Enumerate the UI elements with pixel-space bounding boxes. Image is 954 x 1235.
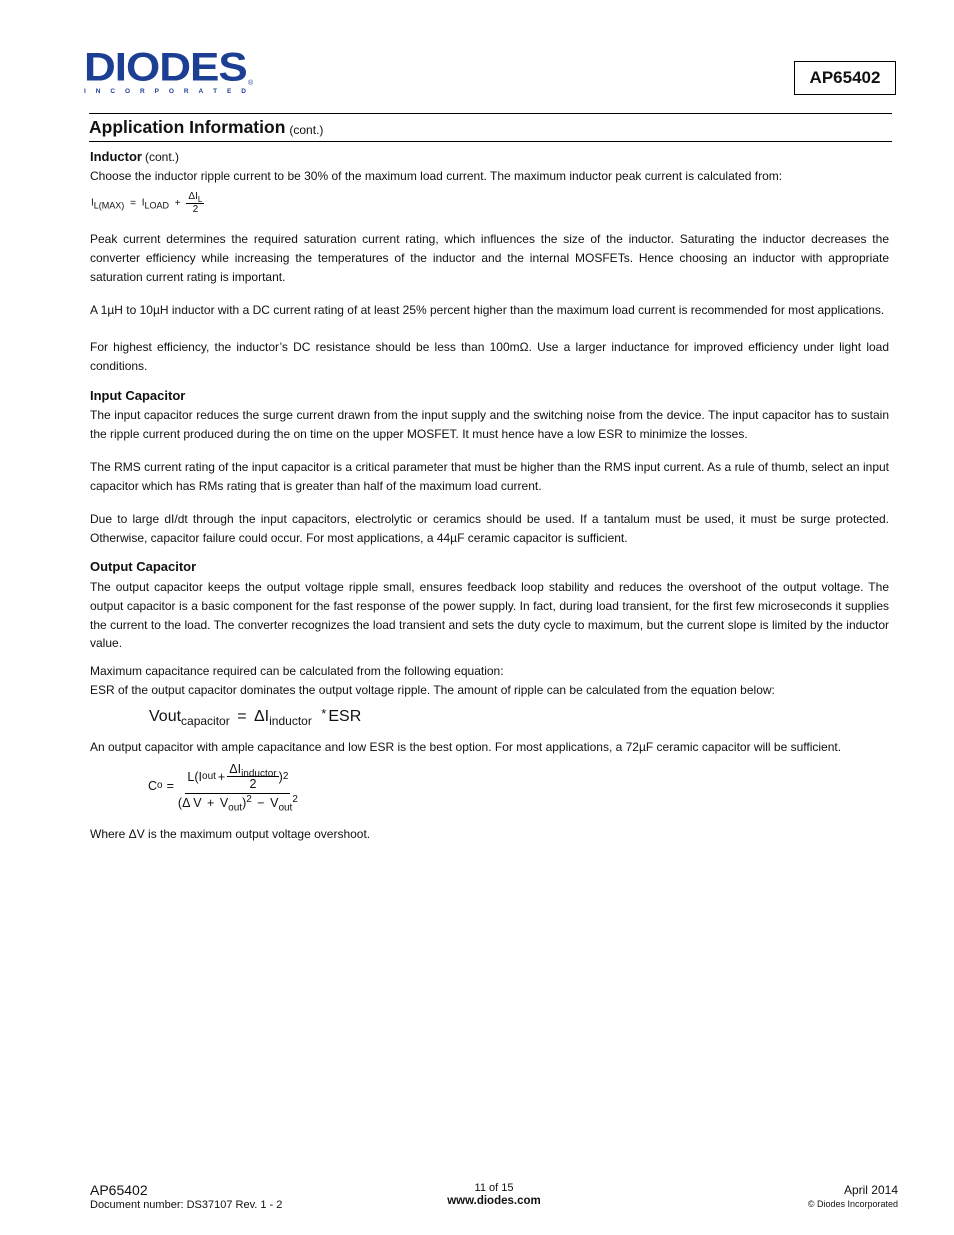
registered-mark: ® [248, 80, 254, 87]
inductor-heading: Inductor (cont.) [90, 149, 180, 164]
part-number-box: AP65402 [794, 61, 896, 95]
inductor-paragraph-3: A 1µH to 10µH inductor with a DC current rating of at least 25% percent higher than the maximum load current is recommended for most applications. [90, 303, 885, 317]
logo-subtitle: I N C O R P O R A T E D [84, 88, 246, 95]
section-title: Application Information [89, 117, 286, 137]
section-cont: (cont.) [289, 122, 324, 137]
inductor-paragraph-2: Peak current determines the required saturation current rating, which influences the size of the inductor. Saturating the inductor decreases the converter efficiency while increasing the temperatures of the inductor and the internal MOSFETs. Hence choosing an inductor with appropriate saturation current rating is important. [90, 232, 889, 284]
input-capacitor-heading: Input Capacitor [90, 388, 186, 403]
website-link[interactable]: www.diodes.com [447, 1195, 541, 1207]
logo-wordmark: DIODES [84, 45, 247, 90]
footer-part-number: AP65402 [90, 1182, 148, 1198]
footer-left [90, 1182, 282, 1211]
footer-right [808, 1183, 898, 1209]
footer-copyright: © Diodes Incorporated [807, 1199, 898, 1209]
output-capacitor-paragraph-4: An output capacitor with ample capacitance and low ESR is the best option. For most applications, a 72µF ceramic capacitor will be sufficient. [90, 740, 842, 754]
output-capacitor-paragraph-2: Maximum capacitance required can be calculated from the following equation: [90, 664, 504, 678]
input-capacitor-paragraph-1: The input capacitor reduces the surge current drawn from the input supply and the switching noise from the device. The input capacitor has to sustain the ripple current produced during the on time on the upper MOSFET. It must hence have a low ESR to minimize the losses. [90, 408, 889, 441]
output-capacitor-paragraph-3: ESR of the output capacitor dominates the output voltage ripple. The amount of ripple can be calculated from the equation below: [90, 683, 775, 697]
page-number: 11 of 15 [474, 1182, 514, 1194]
fraction-main: L(I out + $\frac{\Delta I_{inductor}}{2}$ ) 2 (Δ $V + V_{out})^2 - V_{out}^2$ [177, 762, 298, 814]
equation-peak-current: $I_{L(MAX)} = I_{LOAD}$ + $\frac{\Delta I_L}{2}$ [91, 191, 203, 215]
inductor-paragraph-1: Choose the inductor ripple current to be 30% of the maximum load current. The maximum inductor peak current is calculated from: [90, 169, 783, 183]
section-header [89, 113, 892, 142]
fraction-inner: $\frac{\Delta I_{inductor}}{2}$ [229, 762, 277, 792]
input-capacitor-paragraph-2: The RMS current rating of the input capacitor is a critical parameter that must be higher than the RMS input current. As a rule of thumb, select an input capacitor which has RMs rating that is greater than half of the maximum load current. [90, 460, 889, 493]
footer-document-number: Document number: DS37107 Rev. 1 - 2 [90, 1199, 283, 1211]
output-capacitor-heading: Output Capacitor [90, 559, 197, 574]
footer-date: April 2014 [843, 1183, 898, 1197]
output-capacitor-paragraph-5: Where ΔV is the maximum output voltage overshoot. [90, 827, 371, 841]
company-logo [84, 45, 254, 98]
footer-center [394, 1182, 594, 1207]
inductor-paragraph-4: For highest efficiency, the inductor’s DC resistance should be less than 100mΩ. Use a larger inductance for improved efficiency under light load conditions. [90, 340, 889, 373]
input-capacitor-paragraph-3: Due to large dI/dt through the input capacitors, electrolytic or ceramics should be used. If a tantalum must be used, it must be surge protected. Otherwise, capacitor failure could occur. For most applications, a 44µF ceramic capacitor is sufficient. [90, 512, 889, 545]
equation-output-capacitance: C o = L(I out + $\frac{\Delta I_{inductor}}{2}$ ) 2 (Δ $V + V_{out})^2 - V_{out}^2$ [148, 762, 298, 814]
equation-output-ripple: Vout$_{capacitor}$ = $\Delta I_{inductor}$ * ESR [149, 706, 362, 729]
output-capacitor-paragraph-1: The output capacitor keeps the output voltage ripple small, ensures feedback loop stability and reduces the overshoot of the output voltage. The output capacitor is a basic component for the fast response of the power supply. In fact, during load transient, for the first few microseconds it supplies the current to the load. The converter recognizes the load transient and sets the duty cycle to maximum, but the current slope is limited by the inductor value. [90, 580, 889, 651]
fraction: $\frac{\Delta I_L}{2}$ [188, 191, 203, 215]
